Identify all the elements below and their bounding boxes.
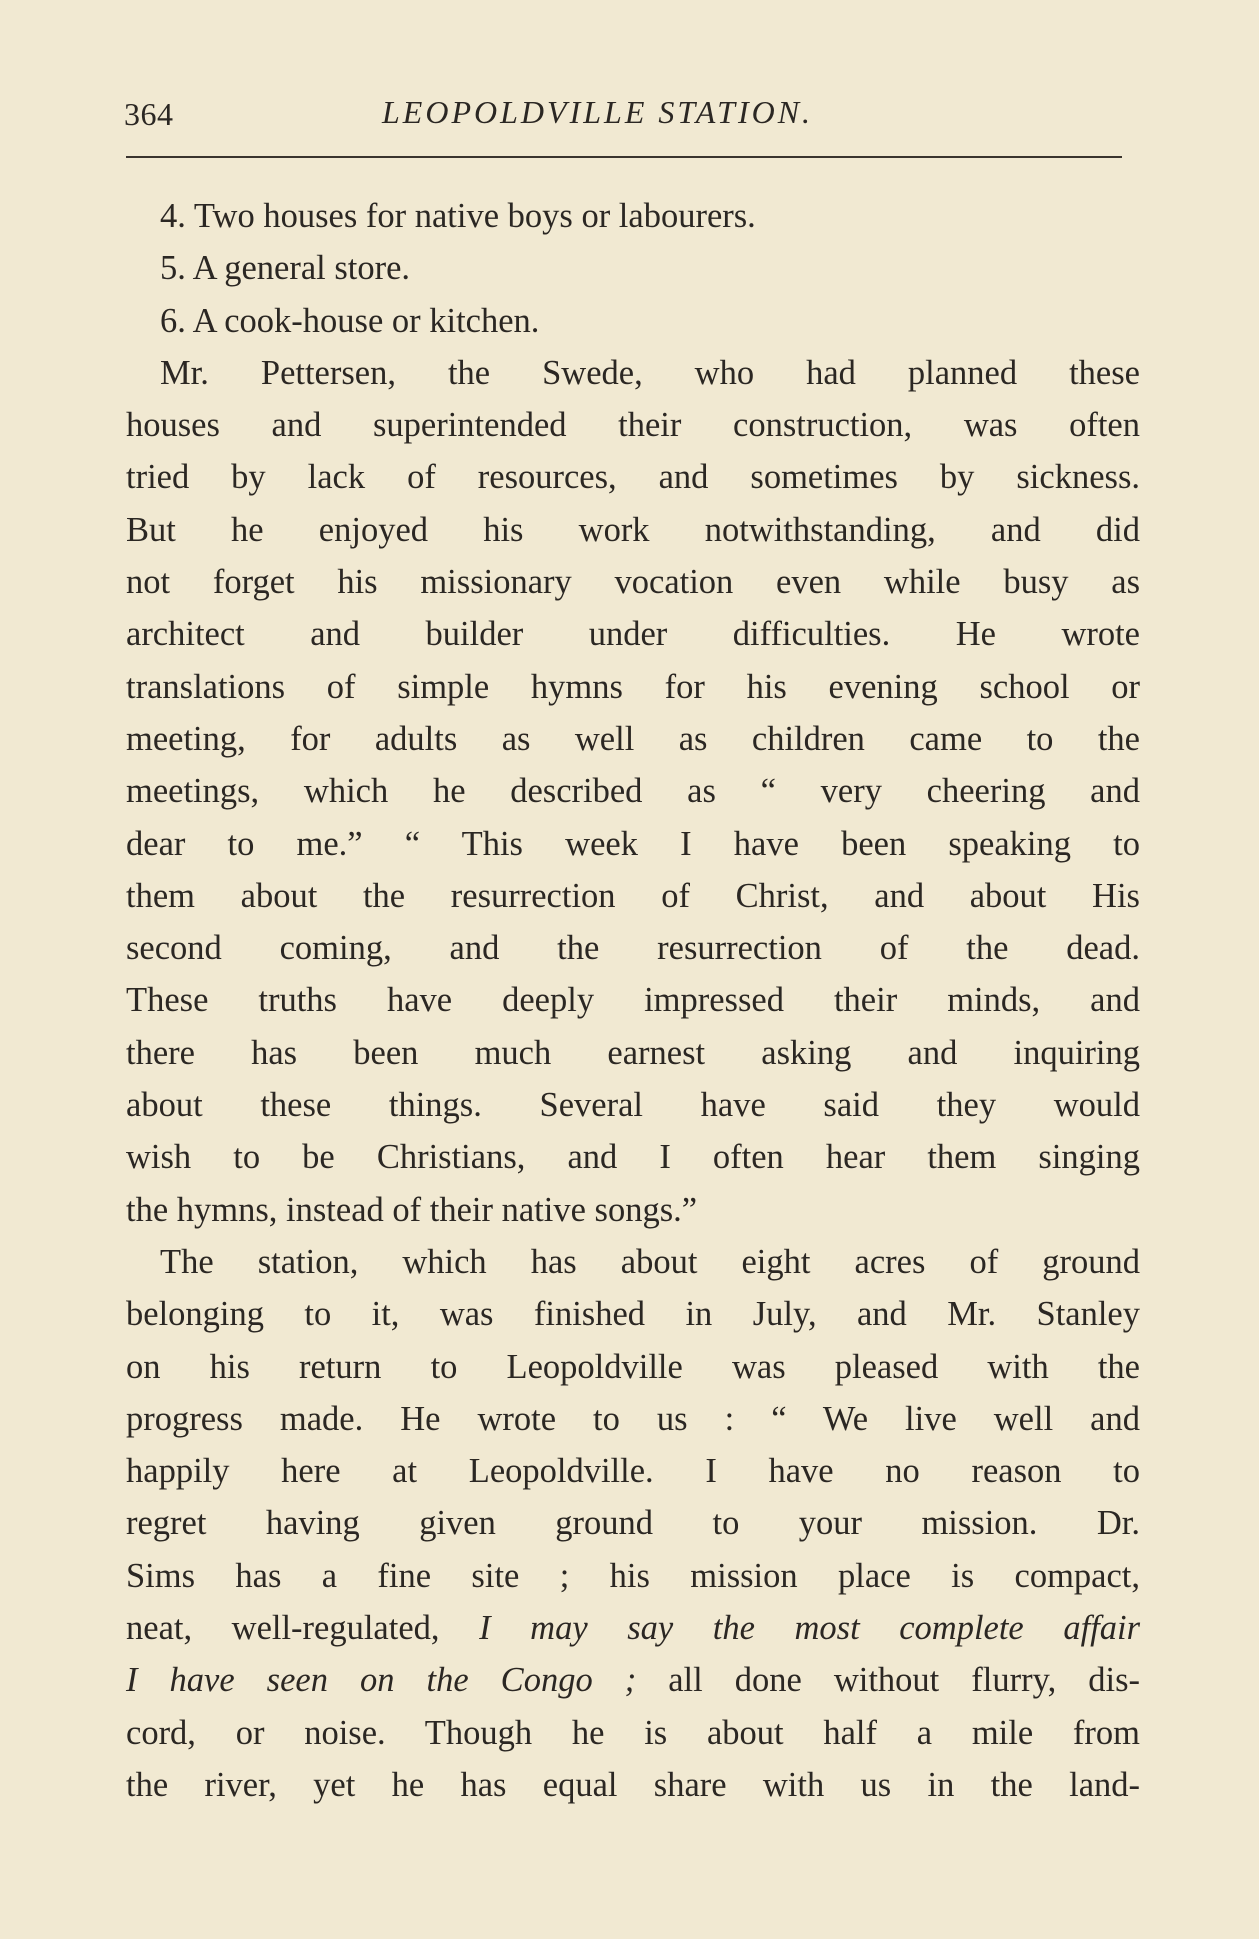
text-line-mixed: [126, 1654, 1140, 1706]
text-line: the river, yet he has equal share with us in the land-: [126, 1765, 1140, 1804]
text-line: The station, which has about eight acres of ground: [160, 1242, 1140, 1281]
text-line: regret having given ground to your mission. Dr.: [126, 1504, 1140, 1543]
text-line: not forget his missionary vocation even while busy as: [126, 563, 1140, 602]
numbered-list: [126, 190, 1140, 347]
text-line: there has been much earnest asking and inquiring: [126, 1033, 1140, 1072]
running-title: LEOPOLDVILLE STATION.: [382, 94, 814, 130]
italic-quote: I may say the most complete affair: [479, 1609, 1140, 1648]
text-line: But he enjoyed his work notwithstanding, and did: [126, 510, 1140, 549]
paragraph-pettersen: [126, 347, 1140, 1236]
page-header: [124, 92, 1120, 142]
text-line: translations of simple hymns for his evening school or: [126, 667, 1140, 706]
text-line: tried by lack of resources, and sometimes by sickness.: [126, 458, 1140, 497]
text-span: neat, well-regulated,: [126, 1609, 480, 1648]
body-text: [126, 190, 1140, 1811]
text-line: happily here at Leopoldville. I have no reason to: [126, 1452, 1140, 1491]
list-item: 4. Two houses for native boys or labourers.: [160, 197, 756, 235]
text-line: belonging to it, was finished in July, and Mr. Stanley: [126, 1295, 1140, 1334]
paragraph-station: [126, 1236, 1140, 1811]
text-line: These truths have deeply impressed their minds, and: [126, 981, 1140, 1020]
text-span: all done without flurry, dis-: [636, 1661, 1140, 1700]
text-line: progress made. He wrote to us : “ We live well and: [126, 1399, 1140, 1438]
text-line-mixed: [126, 1602, 1140, 1654]
text-line: meetings, which he described as “ very cheering and: [126, 772, 1140, 811]
text-line: Sims has a fine site ; his mission place is compact,: [126, 1556, 1140, 1595]
header-rule: [126, 156, 1122, 158]
text-line: the hymns, instead of their native songs.”: [126, 1190, 698, 1229]
text-line: wish to be Christians, and I often hear them singing: [126, 1138, 1140, 1177]
text-line: second coming, and the resurrection of the dead.: [126, 929, 1140, 968]
text-line: cord, or noise. Though he is about half a mile from: [126, 1713, 1140, 1752]
list-item: 5. A general store.: [160, 249, 411, 288]
text-line: them about the resurrection of Christ, and about His: [126, 876, 1140, 915]
text-line: architect and builder under difficulties. He wrote: [126, 615, 1140, 654]
text-line: on his return to Leopoldville was pleased with the: [126, 1347, 1140, 1386]
list-item: 6. A cook-house or kitchen.: [160, 301, 540, 340]
page-number: 364: [124, 96, 174, 132]
text-line: about these things. Several have said they would: [126, 1086, 1140, 1125]
text-line: Mr. Pettersen, the Swede, who had planned these: [160, 353, 1140, 392]
text-line: dear to me.” “ This week I have been speaking to: [126, 824, 1140, 863]
text-line: meeting, for adults as well as children came to the: [126, 719, 1140, 758]
italic-quote: I have seen on the Congo ;: [126, 1661, 637, 1700]
text-line: houses and superintended their construction, was often: [126, 406, 1140, 445]
